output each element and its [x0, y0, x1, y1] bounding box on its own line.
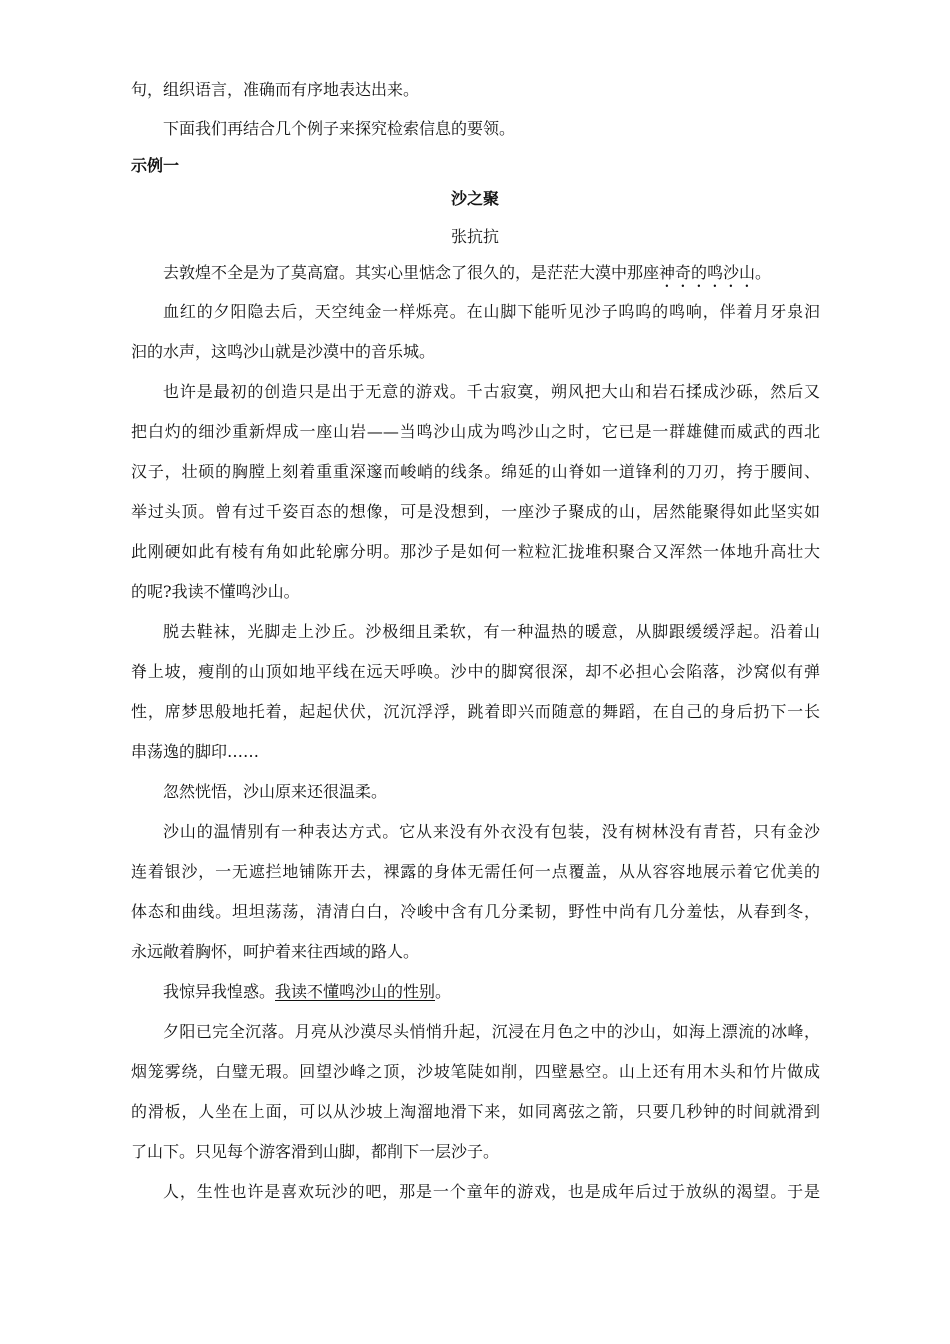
p3-line-4: 举过头顶。曾有过千姿百态的想像，可是没想到，一座沙子聚成的山，居然能聚得如此坚实如 [131, 502, 820, 521]
p3-line-2: 把白灼的细沙重新焊成一座山岩——当鸣沙山成为鸣沙山之时，它已是一群雄健而威武的西北 [131, 422, 820, 441]
p6-line-2: 连着银沙，一无遮拦地铺陈开去，裸露的身体无需任何一点覆盖，从从容容地展示着它优美的 [131, 862, 820, 881]
p4-line-2: 脊上坡，瘦削的山顶如地平线在远天呼唤。沙中的脚窝很深，却不必担心会陷落，沙窝似有弹 [131, 662, 820, 681]
p1-text: 去敦煌不全是为了莫高窟。其实心里惦念了很久的，是茫茫大漠中那座 [163, 263, 660, 282]
p7-end: 。 [435, 982, 452, 1001]
p4-line-1: 脱去鞋袜，光脚走上沙丘。沙极细且柔软，有一种温热的暖意，从脚跟缓缓浮起。沿着山 [163, 622, 820, 641]
article-author: 张抗抗 [450, 227, 499, 246]
p4-line-4: 串荡逸的脚印…… [131, 742, 260, 761]
p7-underlined-text: 我读不懂鸣沙山的性别 [275, 982, 436, 1001]
p3-line-3: 汉子，壮硕的胸膛上刻着重重深邃而峻峭的线条。绵延的山脊如一道锋利的刀刃，挎于腰间、 [131, 462, 820, 481]
intro-line-1: 句，组织语言，准确而有序地表达出来。 [131, 80, 420, 99]
p1-emphasized-text: 神奇的鸣沙山 [659, 263, 756, 282]
p3-line-6: 的呢?我读不懂鸣沙山。 [131, 582, 300, 601]
p1-end: 。 [755, 263, 772, 282]
p6-line-4: 永远敞着胸怀，呵护着来往西域的路人。 [131, 942, 420, 961]
p8-line-2: 烟笼雾绕，白璧无瑕。回望沙峰之顶，沙坡笔陡如削，四壁悬空。山上还有用木头和竹片做成 [131, 1062, 820, 1081]
p6-line-1: 沙山的温情别有一种表达方式。它从来没有外衣没有包装，没有树林没有青苔，只有金沙 [163, 822, 820, 841]
p2-line-2: 汩的水声，这鸣沙山就是沙漠中的音乐城。 [131, 342, 436, 361]
p8-line-1: 夕阳已完全沉落。月亮从沙漠尽头悄悄升起，沉浸在月色之中的沙山，如海上漂流的冰峰， [163, 1022, 820, 1041]
p8-line-4: 了山下。只见每个游客滑到山脚，都削下一层沙子。 [131, 1142, 500, 1161]
p9-line-1: 人，生性也许是喜欢玩沙的吧，那是一个童年的游戏，也是成年后过于放纵的渴望。于是 [163, 1182, 820, 1201]
p6-line-3: 体态和曲线。坦坦荡荡，清清白白，冷峻中含有几分柔韧，野性中尚有几分羞怯，从春到冬， [131, 902, 820, 921]
paragraph-5: 忽然恍悟，沙山原来还很温柔。 [163, 782, 388, 801]
p8-line-3: 的滑板，人坐在上面，可以从沙坡上淘溜地滑下来，如同离弦之箭，只要几秒钟的时间就滑到 [131, 1102, 820, 1121]
paragraph-1 [163, 263, 771, 291]
intro-line-2: 下面我们再结合几个例子来探究检索信息的要领。 [163, 119, 516, 138]
p3-line-1: 也许是最初的创造只是出于无意的游戏。千古寂寞，朔风把大山和岩石揉成沙砾，然后又 [163, 382, 820, 401]
example-label: 示例一 [131, 156, 180, 175]
article-title: 沙之聚 [450, 189, 499, 208]
p7-text: 我惊异我惶惑。 [163, 982, 276, 1001]
p3-line-5: 此刚硬如此有棱有角如此轮廓分明。那沙子是如何一粒粒汇拢堆积聚合又浑然一体地升高壮大 [131, 542, 820, 561]
paragraph-7 [163, 982, 451, 1002]
p2-line-1: 血红的夕阳隐去后，天空纯金一样烁亮。在山脚下能听见沙子呜呜的鸣响，伴着月牙泉汩 [163, 302, 820, 321]
p4-line-3: 性，席梦思般地托着，起起伏伏，沉沉浮浮，跳着即兴而随意的舞蹈，在自己的身后扔下一长 [131, 702, 820, 721]
